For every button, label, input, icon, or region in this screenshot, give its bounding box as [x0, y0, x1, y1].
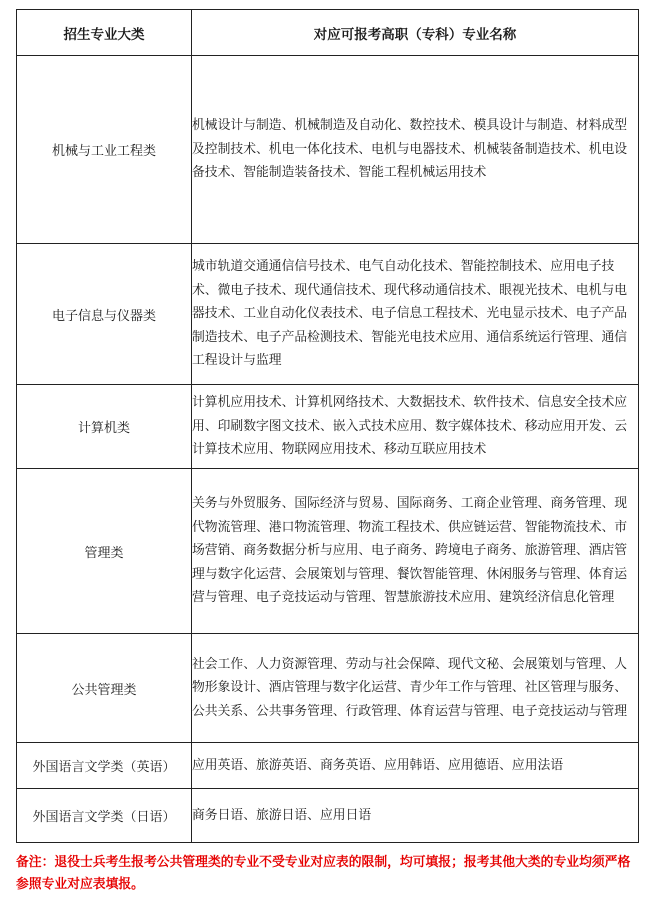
- majors-cell: 机械设计与制造、机械制造及自动化、数控技术、模具设计与制造、材料成型及控制技术、机电一体化技术、电机与电器技术、机械装备制造技术、机电设备技术、智能制造装备技术、智能工程机械运用技术: [192, 56, 639, 244]
- majors-cell: 商务日语、旅游日语、应用日语: [192, 789, 639, 843]
- majors-cell: 计算机应用技术、计算机网络技术、大数据技术、软件技术、信息安全技术应用、印刷数字图文技术、嵌入式技术应用、数字媒体技术、移动应用开发、云计算技术应用、物联网应用技术、移动互联应用技术: [192, 385, 639, 469]
- category-cell: 管理类: [17, 469, 192, 634]
- category-cell: 机械与工业工程类: [17, 56, 192, 244]
- table-header-row: [17, 10, 639, 56]
- table-row: [17, 634, 639, 743]
- majors-cell: 社会工作、人力资源管理、劳动与社会保障、现代文秘、会展策划与管理、人物形象设计、酒店管理与数字化运营、青少年工作与管理、社区管理与服务、公共关系、公共事务管理、行政管理、体育运营与管理、电子竞技运动与管理: [192, 634, 639, 743]
- majors-cell: 城市轨道交通通信信号技术、电气自动化技术、智能控制技术、应用电子技术、微电子技术、现代通信技术、现代移动通信技术、眼视光技术、电机与电器技术、工业自动化仪表技术、电子信息工程技术、光电显示技术、电子产品制造技术、电子产品检测技术、智能光电技术应用、通信系统运行管理、通信工程设计与监理: [192, 244, 639, 385]
- major-correspondence-table: [16, 9, 639, 843]
- table-row: [17, 469, 639, 634]
- header-majors: 对应可报考高职（专科）专业名称: [192, 10, 639, 56]
- category-cell: 公共管理类: [17, 634, 192, 743]
- footnote-remark: 备注：退役士兵考生报考公共管理类的专业不受专业对应表的限制，均可填报；报考其他大类的专业均须严格参照专业对应表填报。: [16, 855, 631, 892]
- majors-cell: 关务与外贸服务、国际经济与贸易、国际商务、工商企业管理、商务管理、现代物流管理、港口物流管理、物流工程技术、供应链运营、智能物流技术、市场营销、商务数据分析与应用、电子商务、跨境电子商务、旅游管理、酒店管理与数字化运营、会展策划与管理、餐饮智能管理、休闲服务与管理、体育运营与管理、电子竞技运动与管理、智慧旅游技术应用、建筑经济信息化管理: [192, 469, 639, 634]
- table-row: [17, 56, 639, 244]
- table-row: [17, 789, 639, 843]
- majors-cell: 应用英语、旅游英语、商务英语、应用韩语、应用德语、应用法语: [192, 743, 639, 789]
- category-cell: 外国语言文学类（日语）: [17, 789, 192, 843]
- header-category: 招生专业大类: [17, 10, 192, 56]
- table-row: [17, 743, 639, 789]
- table-row: [17, 385, 639, 469]
- category-cell: 电子信息与仪器类: [17, 244, 192, 385]
- category-cell: 外国语言文学类（英语）: [17, 743, 192, 789]
- category-cell: 计算机类: [17, 385, 192, 469]
- table-row: [17, 244, 639, 385]
